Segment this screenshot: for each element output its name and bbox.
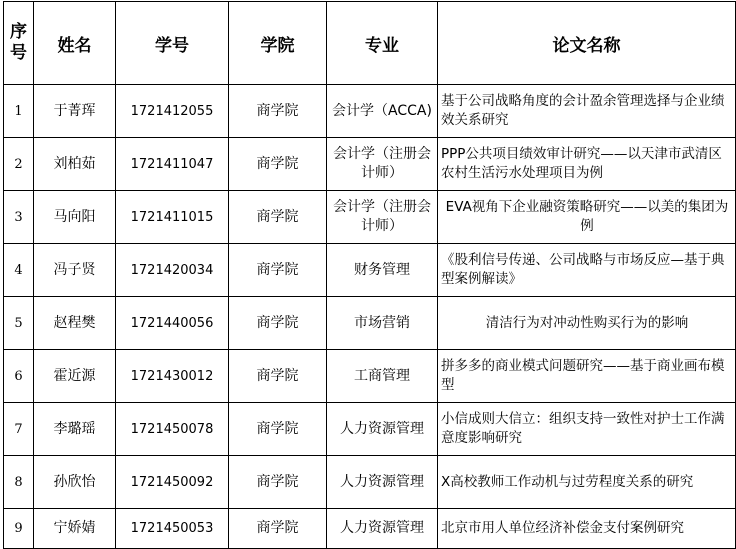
cell-major: 会计学（注册会计师） bbox=[327, 191, 438, 244]
cell-title: PPP公共项目绩效审计研究——以天津市武清区农村生活污水处理项目为例 bbox=[438, 138, 736, 191]
cell-title: 拼多多的商业模式问题研究——基于商业画布模型 bbox=[438, 350, 736, 403]
cell-student-id: 1721420034 bbox=[116, 244, 229, 297]
cell-title: X高校教师工作动机与过劳程度关系的研究 bbox=[438, 456, 736, 509]
cell-major: 人力资源管理 bbox=[327, 509, 438, 549]
cell-major: 工商管理 bbox=[327, 350, 438, 403]
cell-title: 小信成则大信立：组织支持一致性对护士工作满意度影响研究 bbox=[438, 403, 736, 456]
cell-major: 财务管理 bbox=[327, 244, 438, 297]
cell-college: 商学院 bbox=[229, 456, 327, 509]
cell-student-id: 1721440056 bbox=[116, 297, 229, 350]
cell-seq: 8 bbox=[4, 456, 34, 509]
cell-major: 会计学（注册会计师） bbox=[327, 138, 438, 191]
cell-seq: 3 bbox=[4, 191, 34, 244]
cell-title: 北京市用人单位经济补偿金支付案例研究 bbox=[438, 509, 736, 549]
cell-title: 基于公司战略角度的会计盈余管理选择与企业绩效关系研究 bbox=[438, 85, 736, 138]
header-seq bbox=[4, 2, 34, 85]
cell-student-id: 1721411015 bbox=[116, 191, 229, 244]
cell-name: 宁娇婧 bbox=[34, 509, 116, 549]
header-major: 专业 bbox=[327, 2, 438, 85]
cell-college: 商学院 bbox=[229, 244, 327, 297]
table-row bbox=[4, 350, 736, 403]
table-row bbox=[4, 191, 736, 244]
cell-name: 刘柏茹 bbox=[34, 138, 116, 191]
cell-student-id: 1721411047 bbox=[116, 138, 229, 191]
table-row bbox=[4, 138, 736, 191]
cell-student-id: 1721412055 bbox=[116, 85, 229, 138]
cell-name: 霍近源 bbox=[34, 350, 116, 403]
table-row bbox=[4, 297, 736, 350]
header-name: 姓名 bbox=[34, 2, 116, 85]
cell-student-id: 1721430012 bbox=[116, 350, 229, 403]
cell-major: 会计学（ACCA) bbox=[327, 85, 438, 138]
table-row bbox=[4, 456, 736, 509]
cell-seq: 2 bbox=[4, 138, 34, 191]
cell-title: 清洁行为对冲动性购买行为的影响 bbox=[438, 297, 736, 350]
cell-college: 商学院 bbox=[229, 350, 327, 403]
cell-name: 马向阳 bbox=[34, 191, 116, 244]
header-college: 学院 bbox=[229, 2, 327, 85]
cell-college: 商学院 bbox=[229, 403, 327, 456]
cell-seq: 4 bbox=[4, 244, 34, 297]
cell-name: 赵程樊 bbox=[34, 297, 116, 350]
cell-student-id: 1721450078 bbox=[116, 403, 229, 456]
header-row bbox=[4, 2, 736, 85]
cell-title: EVA视角下企业融资策略研究——以美的集团为例 bbox=[438, 191, 736, 244]
cell-college: 商学院 bbox=[229, 85, 327, 138]
cell-seq: 9 bbox=[4, 509, 34, 549]
cell-seq: 6 bbox=[4, 350, 34, 403]
header-seq-char-2: 号 bbox=[10, 43, 27, 63]
cell-name: 冯子贤 bbox=[34, 244, 116, 297]
table-row bbox=[4, 244, 736, 297]
cell-major: 市场营销 bbox=[327, 297, 438, 350]
cell-college: 商学院 bbox=[229, 138, 327, 191]
cell-name: 孙欣怡 bbox=[34, 456, 116, 509]
cell-name: 李璐瑶 bbox=[34, 403, 116, 456]
cell-seq: 1 bbox=[4, 85, 34, 138]
cell-student-id: 1721450053 bbox=[116, 509, 229, 549]
cell-name: 于菁珲 bbox=[34, 85, 116, 138]
header-title: 论文名称 bbox=[438, 2, 736, 85]
cell-title: 《股利信号传递、公司战略与市场反应—基于典型案例解读》 bbox=[438, 244, 736, 297]
table-row bbox=[4, 85, 736, 138]
cell-college: 商学院 bbox=[229, 509, 327, 549]
thesis-table bbox=[3, 1, 736, 549]
cell-college: 商学院 bbox=[229, 297, 327, 350]
table-body bbox=[4, 85, 736, 549]
header-student-id: 学号 bbox=[116, 2, 229, 85]
cell-seq: 5 bbox=[4, 297, 34, 350]
table-row bbox=[4, 509, 736, 549]
cell-major: 人力资源管理 bbox=[327, 456, 438, 509]
cell-student-id: 1721450092 bbox=[116, 456, 229, 509]
table-row bbox=[4, 403, 736, 456]
cell-seq: 7 bbox=[4, 403, 34, 456]
header-seq-char-1: 序 bbox=[10, 22, 27, 42]
cell-college: 商学院 bbox=[229, 191, 327, 244]
cell-major: 人力资源管理 bbox=[327, 403, 438, 456]
